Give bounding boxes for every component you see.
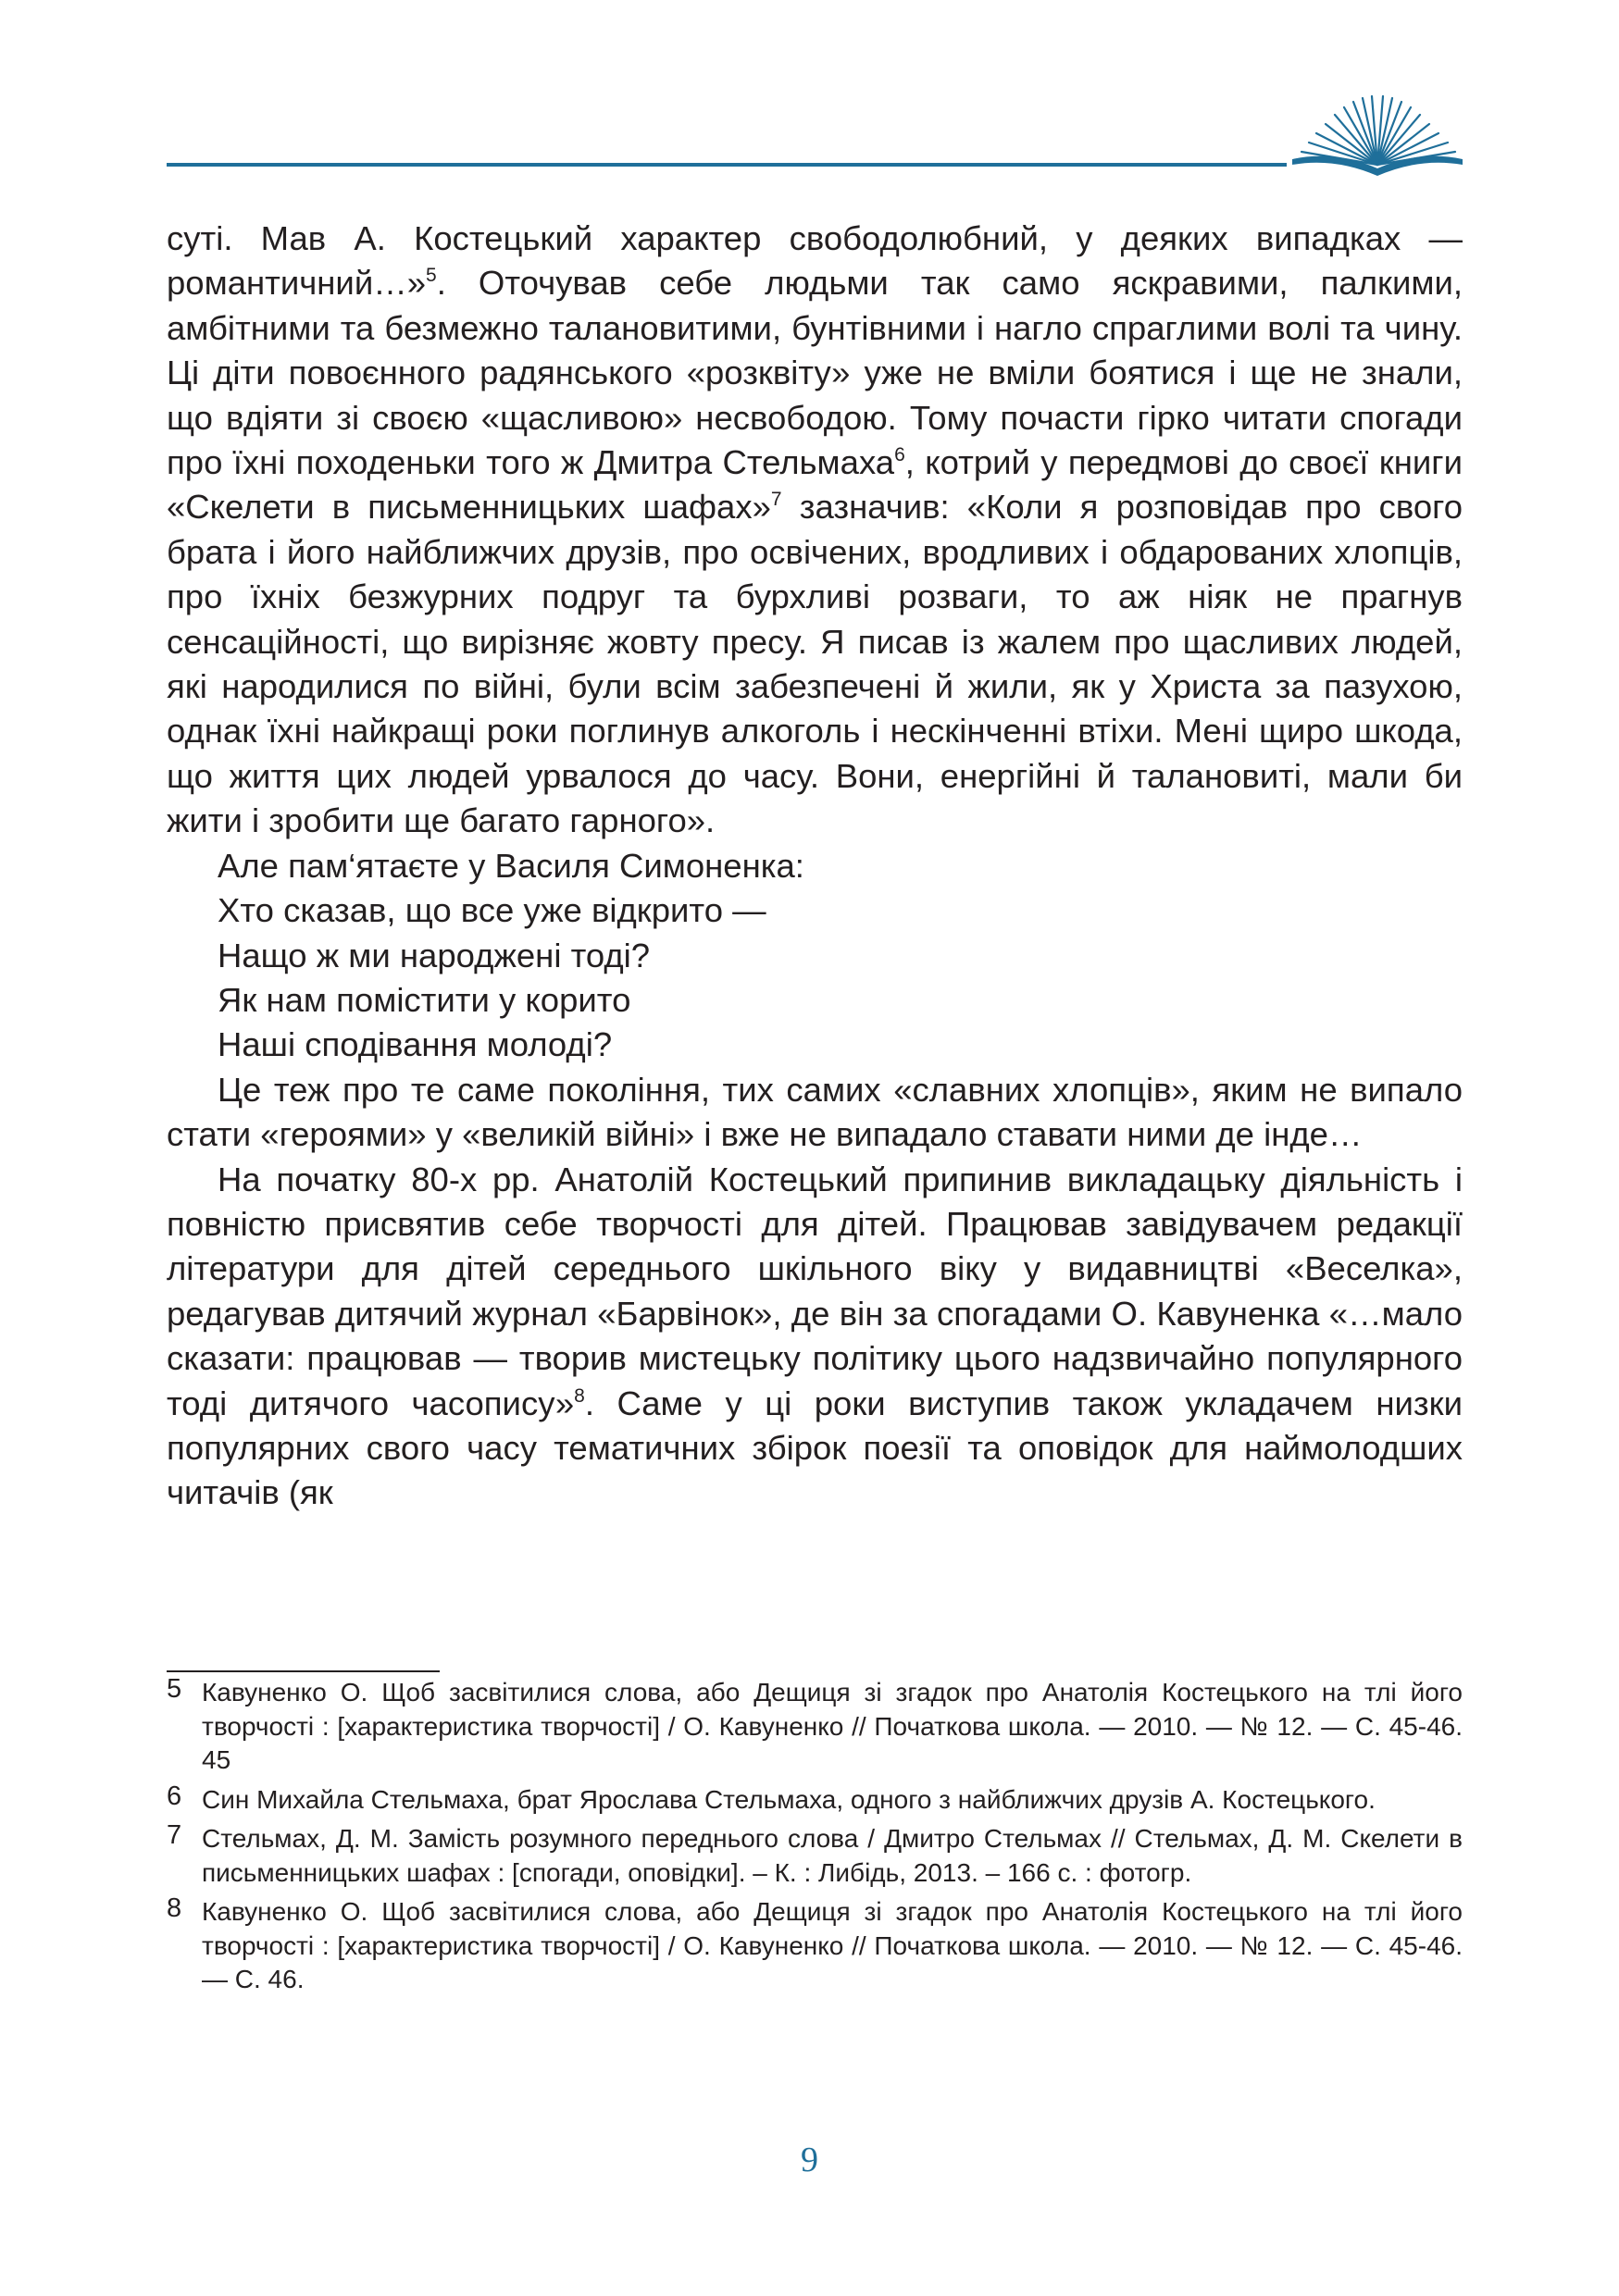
- open-book-icon: [1289, 85, 1466, 178]
- footnote-ref[interactable]: 7: [770, 489, 782, 511]
- verse-line: Нащо ж ми народжені тоді?: [218, 936, 651, 974]
- footnotes: [167, 1676, 1463, 2003]
- body-text: [167, 217, 1463, 1516]
- footnote-text: Кавуненко О. Щоб засвітилися слова, або Дещиця зі згадок про Анатолія Костецького на тлі його творчості : [характеристика творчості] / О. Кавуненко // Початкова школа. — 2010. — № 12. — С. 45-46. — С. 46.: [202, 1897, 1463, 1993]
- paragraph: суті. Мав А. Костецький характер свободолюбний, у деяких випадках — романтичний…»$^5$. Оточував себе людьми так само яскравими, палкими, амбітними та безмежно талановитими, бунтівними і нагло спраглими волі та чину. Ці діти повоєнного радянського «розквіту» уже не вміли боятися і ще не знали, що вдіяти зі своєю «щасливою» несвободою. Тому почасти гірко читати спогади про їхні походеньки того ж Дмитра Стельмаха$^6$, котрий у передмові до своєї книги «Скелети в письменницьких шафах»$^7$ зазначив: «Коли я розповідав про свого брата і його найближчих друзів, про освічених, вродливих і обдарованих хлопців, про їхніх безжурних подруг та бурхливі розваги, то аж ніяк не прагнув сенсаційності, що вирізняє жовту пресу. Я писав із жалем про щасливих людей, які народилися по війні, були всім забезпечені й жили, як у Христа за пазухою, однак їхні найкращі роки поглинув алкоголь і нескінченні втіхи. Мені щиро шкода, що життя цих людей урвалося до часу. Вони, енергійні й талановиті, мали би жити і зробити ще багато гарного».: [167, 219, 1463, 840]
- footnote: [167, 1676, 1463, 1778]
- paragraph: На початку 80-х рр. Анатолій Костецький припинив викладацьку діяльність і повністю присвятив себе творчості для дітей. Працював завідувачем редакції літератури для дітей середнього шкільного віку у видавництві «Веселка», редагував дитячий журнал «Барвінок», де він за спогадами О. Кавуненка «…мало сказати: працював — творив мистецьку політику цього надзвичайно популярного тоді дитячого часопису»$^8$. Саме у ці роки виступив також укладачем низки популярних свого часу тематичних збірок поезії та оповідок для наймолодших читачів (як: [167, 1160, 1463, 1512]
- footnote: [167, 1783, 1463, 1818]
- footnote-number: 7: [167, 1820, 182, 1850]
- footnote-text: Кавуненко О. Щоб засвітилися слова, або Дещиця зі згадок про Анатолія Костецького на тлі його творчості : [характеристика творчості] / О. Кавуненко // Початкова школа. — 2010. — № 12. — С. 45-46. 45: [202, 1678, 1463, 1774]
- footnote: [167, 1895, 1463, 1997]
- footnote-separator: [167, 1670, 440, 1672]
- footnote-text: Син Михайла Стельмаха, брат Ярослава Стельмаха, одного з найближчих друзів А. Костецького.: [202, 1784, 1376, 1814]
- footnote-ref[interactable]: 5: [426, 265, 437, 287]
- paragraph: Але пам‘ятаєте у Василя Симоненка:: [218, 846, 804, 885]
- verse-line: Наші сподівання молоді?: [218, 1025, 613, 1064]
- verse-line: Як нам помістити у корито: [218, 980, 631, 1019]
- footnote-number: 8: [167, 1893, 182, 1923]
- page-number: 9: [801, 2141, 818, 2179]
- footnote-number: 6: [167, 1781, 182, 1811]
- footnote-ref[interactable]: 6: [894, 444, 905, 466]
- footnote: [167, 1822, 1463, 1890]
- footnote-number: 5: [167, 1674, 182, 1704]
- header-rule: [167, 163, 1287, 167]
- verse-line: Хто сказав, що все уже відкрито —: [218, 891, 766, 930]
- footnote-text: Стельмах, Д. М. Замість розумного переднього слова / Дмитро Стельмах // Стельмах, Д. М. Скелети в письменницьких шафах : [спогади, оповідки]. – К. : Либідь, 2013. – 166 с. : фотогр.: [202, 1824, 1463, 1887]
- paragraph: Це теж про те саме покоління, тих самих «славних хлопців», яким не випало стати «героями» у «великій війні» і вже не випадало ставати ними де інде…: [167, 1070, 1463, 1154]
- footnote-ref[interactable]: 8: [574, 1384, 585, 1407]
